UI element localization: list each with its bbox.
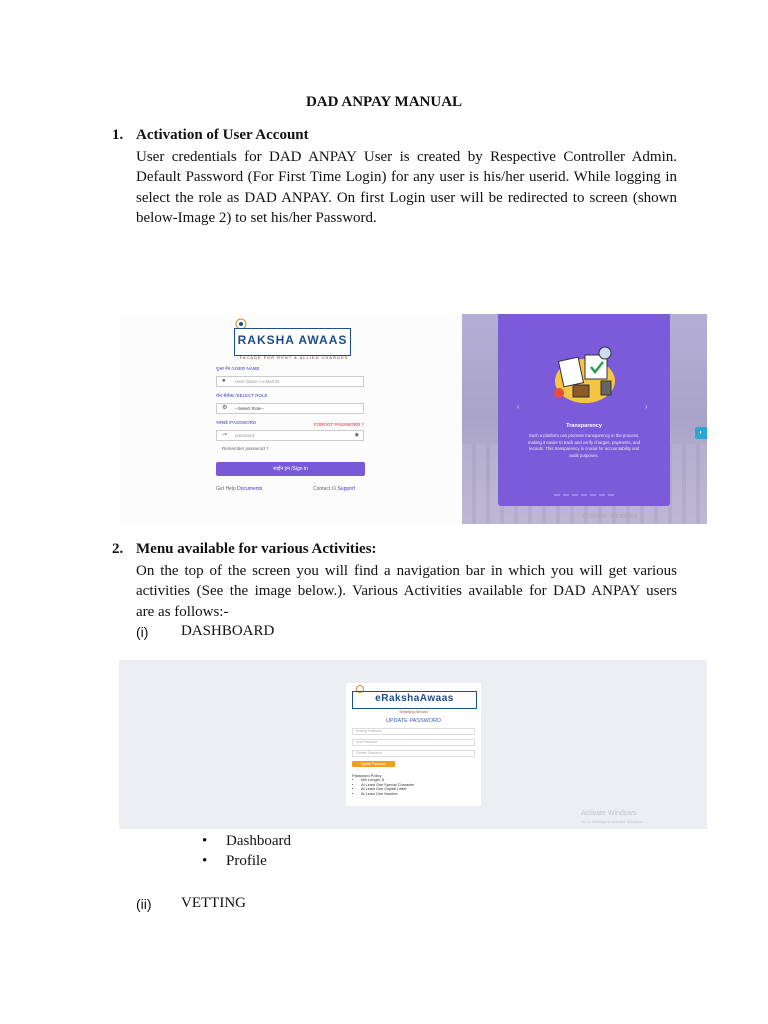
password-input[interactable] bbox=[216, 430, 364, 441]
section-2-line: activities (See the image below.). Various Activities available for DAD ANPAY users bbox=[136, 583, 677, 600]
bullet-icon: • bbox=[202, 833, 208, 849]
password-placeholder: password bbox=[235, 433, 255, 438]
sign-in-button[interactable]: साईन इन /Sign in bbox=[216, 462, 365, 476]
logo-text: eRakshaAwaas bbox=[375, 693, 454, 704]
carousel-next-icon[interactable]: › bbox=[645, 404, 648, 411]
username-label: यूजर नेम /USER NAME bbox=[216, 366, 260, 371]
logo-text: RAKSHA AWAAS bbox=[237, 333, 348, 347]
contact-prefix: Contact bbox=[313, 486, 331, 492]
section-1-line: Default Password (For First Time Login) for any user is his/her userid. While logging in bbox=[136, 169, 677, 186]
promo-text: Such a platform can promote transparency in the process, making it easier to track and verify charges, payments, and records. This transparency is crucial for accountability and audit purposes. bbox=[527, 433, 641, 458]
carousel-dots[interactable] bbox=[554, 494, 614, 496]
forgot-password-link[interactable]: FORGOT PASSWORD ? bbox=[313, 422, 364, 427]
documents-link[interactable]: Documents bbox=[237, 486, 263, 492]
policy-item: • At Least One Number bbox=[361, 792, 477, 797]
transparency-illustration bbox=[545, 341, 625, 409]
remember-password-checkbox[interactable]: Remember password ? bbox=[222, 446, 269, 451]
raksha-awaas-logo bbox=[234, 328, 351, 356]
subitem-2-label: (ii) bbox=[136, 896, 152, 912]
role-placeholder: --Select Role-- bbox=[235, 406, 265, 411]
policy-item: • Min Length: 8 bbox=[361, 778, 477, 783]
bullet-text: Profile bbox=[226, 853, 267, 869]
password-policy-title: Password Policy: bbox=[352, 773, 383, 778]
login-panel bbox=[119, 314, 462, 524]
contact-support bbox=[313, 486, 355, 492]
section-1-line: below-Image 2) to set his/her Password. bbox=[136, 209, 377, 226]
update-password-card bbox=[346, 683, 481, 806]
accessibility-tab-icon[interactable]: ◐ bbox=[695, 427, 707, 439]
activate-windows-watermark: Activate Windows bbox=[582, 513, 638, 520]
role-label: रोल सेलेक्ट /SELECT ROLE bbox=[216, 393, 268, 398]
subitem-2-text: VETTING bbox=[181, 895, 246, 911]
logo-subtitle: Simplifying Services bbox=[399, 710, 428, 714]
policy-item: • At Least One Capital Letter bbox=[361, 787, 477, 792]
activate-windows-subtext: Go to Settings to activate Windows. bbox=[581, 819, 645, 824]
confirm-password-input[interactable]: Confirm Password bbox=[352, 750, 475, 757]
section-2-number: 2. bbox=[112, 541, 124, 557]
eraksha-awaas-logo bbox=[352, 691, 477, 709]
section-1-number: 1. bbox=[112, 127, 124, 143]
section-1-body bbox=[136, 147, 677, 228]
login-screenshot bbox=[119, 314, 707, 524]
carousel-prev-icon[interactable]: ‹ bbox=[517, 404, 520, 411]
section-1-heading: Activation of User Account bbox=[136, 127, 309, 143]
section-1-line: User credentials for DAD ANPAY User is created by Respective Controller Admin. bbox=[136, 149, 677, 165]
subitem-1-label: (i) bbox=[136, 624, 149, 640]
activate-windows-watermark: Activate Windows bbox=[581, 810, 637, 817]
section-2-body bbox=[136, 561, 677, 622]
user-icon: ● bbox=[222, 378, 226, 384]
section-2-line: On the top of the screen you will find a navigation bar in which you will get various bbox=[136, 563, 677, 579]
headset-icon: ☊ bbox=[331, 486, 337, 492]
policy-item: • At Least One Special Character bbox=[361, 783, 477, 788]
update-password-button[interactable]: Update Password bbox=[352, 761, 395, 767]
logo-tagline: FACADE FOR RENT & ALLIED CHARGES bbox=[239, 355, 349, 360]
update-password-heading: UPDATE PASSWORD bbox=[385, 718, 442, 724]
update-password-screenshot bbox=[119, 660, 707, 829]
promo-panel bbox=[462, 314, 707, 524]
get-help-prefix: Get Help bbox=[216, 486, 236, 492]
promo-title: Transparency bbox=[566, 423, 602, 429]
role-select[interactable] bbox=[216, 403, 364, 414]
bullet-text: Dashboard bbox=[226, 833, 291, 849]
username-placeholder: User Name / e-Mail ID bbox=[235, 379, 280, 384]
subitem-1-text: DASHBOARD bbox=[181, 623, 275, 639]
bullet-icon: • bbox=[202, 853, 208, 869]
password-policy bbox=[352, 773, 477, 796]
section-2-heading: Menu available for various Activities: bbox=[136, 541, 377, 557]
existing-password-input[interactable]: Existing Password bbox=[352, 728, 475, 735]
show-password-icon[interactable]: ◉ bbox=[354, 432, 359, 438]
role-icon: ⚙ bbox=[222, 405, 228, 411]
get-help bbox=[216, 486, 262, 492]
section-1-line: select the role as DAD ANPAY. On first Login user will be redirected to screen (shown bbox=[136, 189, 677, 206]
password-label: पासवर्ड /PASSWORD bbox=[216, 420, 257, 425]
section-2-line: are as follows:- bbox=[136, 603, 229, 620]
username-input[interactable] bbox=[216, 376, 364, 387]
new-password-input[interactable]: New Password bbox=[352, 739, 475, 746]
document-title: DAD ANPAY MANUAL bbox=[305, 94, 463, 110]
key-icon: ⊸ bbox=[222, 432, 228, 438]
support-link[interactable]: Support bbox=[337, 486, 355, 492]
